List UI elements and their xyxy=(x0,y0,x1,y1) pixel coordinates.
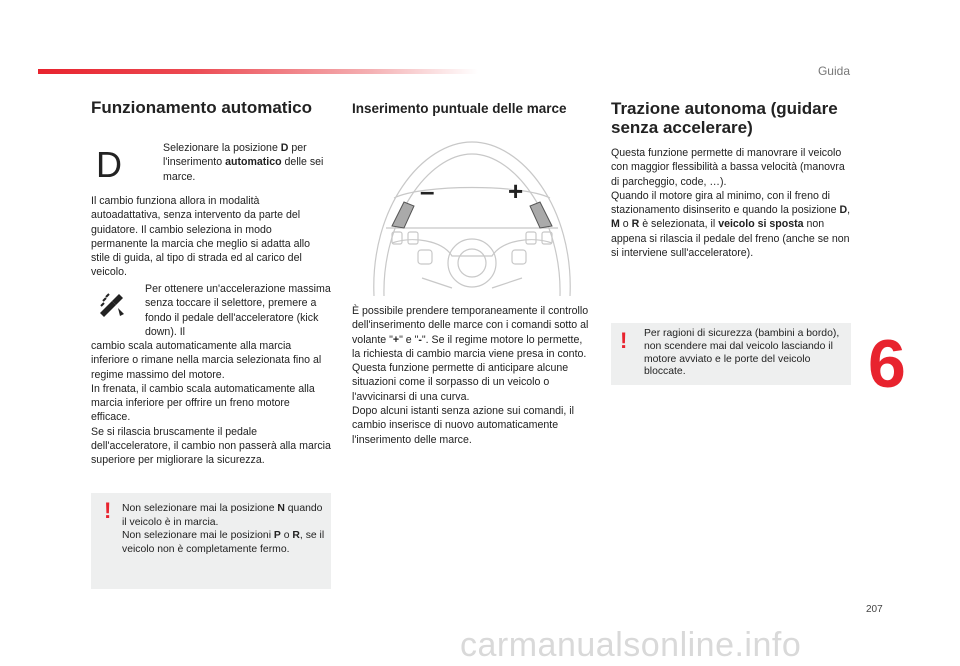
steering-wheel-paddles-illustration xyxy=(352,128,592,298)
paragraph-creep-function: Questa funzione permette di manovrare il veicolo con maggior flessibilità a bassa velocità (manovra di parcheggio, code, …). xyxy=(611,147,845,188)
paragraph-group-creep xyxy=(611,146,853,260)
heading-creep-mode: Trazione autonoma (guidare senza accelerare) xyxy=(611,99,838,137)
heading-manual-shift: Inserimento puntuale delle marce xyxy=(352,101,567,116)
section-label: Guida xyxy=(817,64,850,78)
warning-icon: ! xyxy=(104,498,112,523)
warning-text: Non selezionare mai la posizione N quando il veicolo è in marcia. Non selezionare mai le posizioni P o R, se il veicolo non è completamente fermo. xyxy=(122,503,325,555)
plus-paddle-label: + xyxy=(508,176,524,206)
paragraph-group-manual-shift xyxy=(352,304,592,447)
paragraph-release-accelerator: Se si rilascia bruscamente il pedale dell'acceleratore, il cambio non passerà alla marcia superiore per migliorare la sicurezza. xyxy=(91,425,331,467)
gear-d-symbol: D xyxy=(96,144,122,185)
warning-text: Per ragioni di sicurezza (bambini a bordo), non scendere mai dal veicolo lasciando il motore avviato e le porte del veicolo bloccate. xyxy=(644,328,840,378)
watermark: carmanualsonline.info xyxy=(460,626,802,664)
kick-down-pedal-icon xyxy=(94,288,128,322)
header-color-bar xyxy=(38,69,478,74)
minus-paddle-label: – xyxy=(420,176,435,206)
warning-box-children xyxy=(611,323,851,385)
bullet-text: Selezionare la posizione D per l'inserimento automatico delle sei marce. xyxy=(163,142,324,183)
bullet-select-d xyxy=(145,141,330,184)
page-number: 207 xyxy=(866,604,883,615)
paragraph-downshift: cambio scala automaticamente alla marcia inferiore o rimane nella marcia selezionata fino al regime massimo del motore. xyxy=(91,340,322,381)
paragraph-group-downshift xyxy=(91,339,331,468)
heading-automatic-operation: Funzionamento automatico xyxy=(91,98,312,117)
chapter-number: 6 xyxy=(868,326,906,402)
paragraph-auto-return: Dopo alcuni istanti senza azione sui comandi, il cambio inserisce di nuovo automaticamente l'inserimento delle marce. xyxy=(352,405,575,446)
paragraph-creep-conditions: Quando il motore gira al minimo, con il freno di stazionamento disinserito e quando la posizione D, M o R è selezionata, il veicolo si sposta non appena si rilascia il pedale del freno (anche se non si interviene sull'acceleratore). xyxy=(611,189,851,260)
paragraph-kick-down: Per ottenere un'accelerazione massima senza toccare il selettore, premere a fondo il pedale dell'acceleratore (kick down). Il xyxy=(145,283,331,338)
warning-box-neutral xyxy=(91,493,331,589)
warning-icon: ! xyxy=(620,328,628,353)
paragraph-autoadaptive: Il cambio funziona allora in modalità autoadattativa, senza intervento da parte del guidatore. Il cambio seleziona in modo permanente la marcia che meglio si adatta allo stile di guida, al tipo di strada ed al carico del veicolo. xyxy=(91,195,311,279)
paragraph-temporary-control: È possibile prendere temporaneamente il controllo dell'inserimento delle marce con i comandi sotto al volante "+" e "-". Se il regime motore lo permette, la richiesta di cambio marcia viene presa in conto. xyxy=(352,305,589,360)
paragraph-braking: In frenata, il cambio scala automaticamente alla marcia inferiore per offrire un freno motore efficace. xyxy=(91,382,315,424)
paragraph-anticipate: Questa funzione permette di anticipare alcune situazioni come il sorpasso di un veicolo o l'avvicinarsi di una curva. xyxy=(352,362,569,403)
